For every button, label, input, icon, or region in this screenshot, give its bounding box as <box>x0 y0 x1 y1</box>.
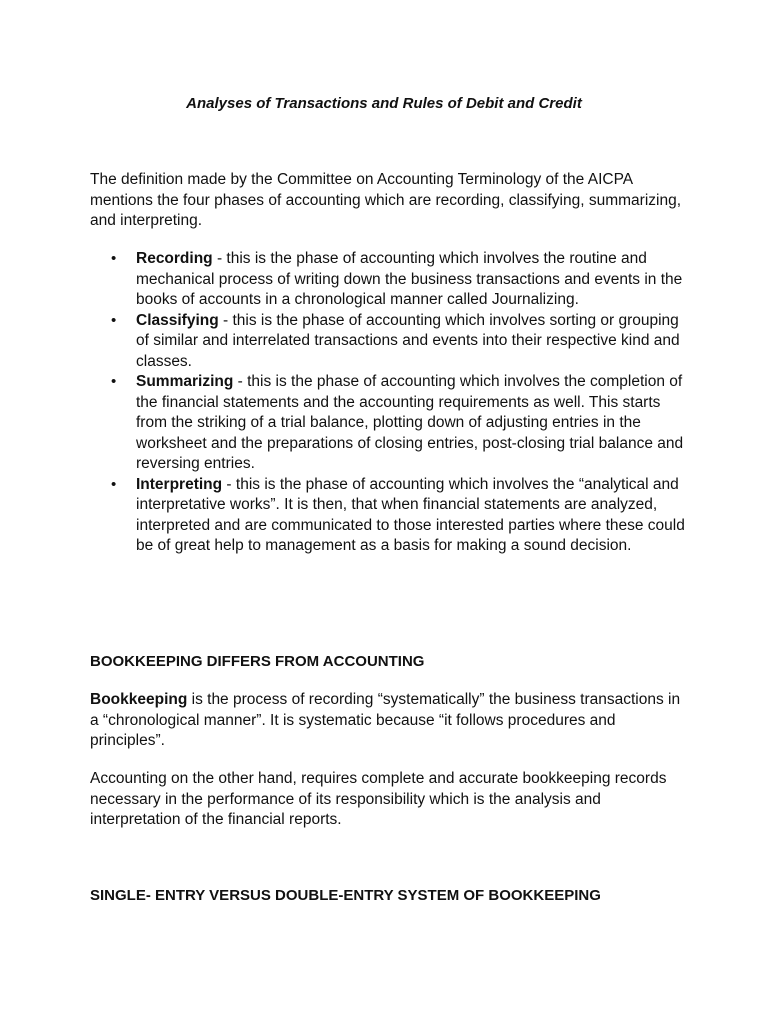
phase-term: Interpreting <box>136 475 223 493</box>
intro-paragraph: The definition made by the Committee on Accounting Terminology of the AICPA mentions the four phases of accounting which are recording, classifying, summarizing, and interpreting. <box>90 171 682 229</box>
section-heading-single-vs-double-entry: SINGLE- ENTRY VERSUS DOUBLE-ENTRY SYSTEM OF BOOKKEEPING <box>90 887 601 904</box>
list-item <box>90 249 690 311</box>
bookkeeping-paragraph <box>90 690 690 752</box>
phase-term: Recording <box>136 250 213 267</box>
phase-term: Summarizing <box>136 373 234 390</box>
phase-description: - this is the phase of accounting which involves the completion of the financial statements and the accounting requirements as well. This starts from the striking of a trial balance, plotting down of adjusting entries in the worksheet and the preparations of closing entries, post-closing trial balance and reversing entries. <box>136 373 684 472</box>
document-title: Analyses of Transactions and Rules of Debit and Credit <box>186 95 582 112</box>
bullet-icon: • <box>111 475 117 493</box>
phase-term: Classifying <box>136 311 219 329</box>
list-item <box>90 475 690 557</box>
bookkeeping-term: Bookkeeping <box>90 691 188 708</box>
phase-description: - this is the phase of accounting which involves sorting or grouping of similar and interrelated transactions and events into their respective kind and classes. <box>136 311 680 370</box>
bullet-icon: • <box>111 250 117 267</box>
phases-list <box>90 249 690 557</box>
bullet-icon: • <box>111 373 117 390</box>
section-heading-bookkeeping-vs-accounting: BOOKKEEPING DIFFERS FROM ACCOUNTING <box>90 653 425 670</box>
list-item <box>90 372 690 475</box>
bookkeeping-text: is the process of recording “systematically” the business transactions in a “chronological manner”. It is systematic because “it follows procedures and principles”. <box>90 691 681 749</box>
bullet-icon: • <box>111 311 117 329</box>
accounting-paragraph: Accounting on the other hand, requires complete and accurate bookkeeping records necessary in the performance of its responsibility which is the analysis and interpretation of the financial reports. <box>90 770 667 828</box>
list-item <box>90 311 690 373</box>
phase-description: - this is the phase of accounting which involves the “analytical and interpretative works”. It is then, that when financial statements are analyzed, interpreted and are communicated to those interested parties where these could be of great help to management as a basis for making a sound decision. <box>136 475 685 554</box>
phase-description: - this is the phase of accounting which involves the routine and mechanical process of writing down the business transactions and events in the books of accounts in a chronological manner called Journalizing. <box>136 250 683 308</box>
